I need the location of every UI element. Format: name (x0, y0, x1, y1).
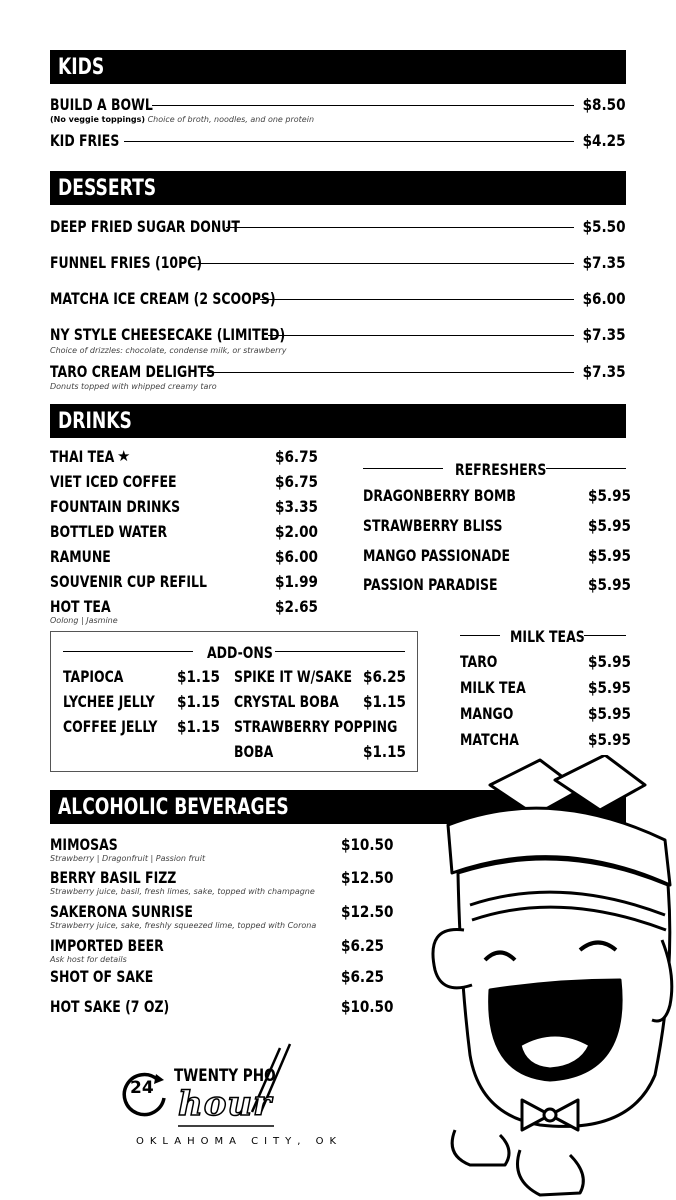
menu-item (50, 325, 626, 347)
desserts-title: DESSERTS (58, 176, 157, 201)
menu-item (50, 131, 626, 153)
alcohol-name: SHOT OF SAKE (50, 967, 154, 986)
drink-name: FOUNTAIN DRINKS (50, 497, 181, 516)
addon-price: $1.15 (177, 667, 221, 686)
item-price: $7.35 (582, 362, 626, 381)
item-price: $4.25 (582, 131, 626, 150)
alcohol-name: HOT SAKE (7 OZ) (50, 997, 170, 1016)
drink-price: $1.99 (275, 572, 319, 591)
drink-price: $3.35 (275, 497, 319, 516)
alcohol-name: IMPORTED BEER (50, 936, 164, 955)
menu-item (50, 217, 626, 239)
item-name: DEEP FRIED SUGAR DONUT (50, 217, 240, 236)
leader-line (190, 263, 574, 264)
note-bold: (No veggie toppings) (50, 115, 146, 124)
milktea-price: $5.95 (588, 652, 632, 671)
item-note: Strawberry | Dragonfruit | Passion fruit (50, 854, 206, 863)
addon-price: $1.15 (177, 717, 221, 736)
addon-price: $6.25 (363, 667, 407, 686)
leader-line (226, 227, 574, 228)
item-price: $6.00 (582, 289, 626, 308)
star-icon: ★ (117, 447, 131, 465)
addon-name: TAPIOCA (63, 667, 124, 686)
item-price: $8.50 (582, 95, 626, 114)
menu-item (50, 289, 626, 311)
drink-name: THAI TEA (50, 447, 115, 466)
addon-name: SPIKE IT W/SAKE (234, 667, 352, 686)
leader-line (124, 141, 574, 142)
alcohol-price: $10.50 (341, 997, 394, 1016)
alcohol-price: $12.50 (341, 902, 394, 921)
drinks-section-header (50, 404, 626, 438)
milktea-name: MANGO (460, 704, 514, 723)
milktea-price: $5.95 (588, 730, 632, 749)
logo-line2: hour (178, 1084, 273, 1124)
drink-name: VIET ICED COFFEE (50, 472, 177, 491)
item-note: Ask host for details (50, 955, 127, 964)
drink-name: HOT TEA (50, 597, 111, 616)
addons-title: ADD-ONS (207, 643, 273, 662)
mascot-cup-icon (430, 755, 676, 1200)
item-note: Strawberry juice, sake, freshly squeezed lime, topped with Corona (50, 921, 317, 930)
item-price: $7.35 (582, 253, 626, 272)
drinks-title: DRINKS (58, 409, 132, 434)
logo-line1: TWENTY PHO (174, 1066, 276, 1086)
note-text: Choice of broth, noodles, and one protein (147, 115, 315, 124)
item-name: MATCHA ICE CREAM (2 SCOOPS) (50, 289, 276, 308)
leader-line (260, 299, 574, 300)
milktea-name: MILK TEA (460, 678, 526, 697)
refresher-price: $5.95 (588, 516, 632, 535)
item-price: $5.50 (582, 217, 626, 236)
kids-section-header (50, 50, 626, 84)
item-name: BUILD A BOWL (50, 95, 153, 114)
item-name: NY STYLE CHEESECAKE (LIMITED) (50, 325, 286, 344)
milktea-price: $5.95 (588, 678, 632, 697)
item-price: $7.35 (582, 325, 626, 344)
item-name: FUNNEL FRIES (10PC) (50, 253, 203, 272)
mascot-illustration (430, 755, 676, 1200)
item-note (50, 115, 314, 124)
alcohol-price: $6.25 (341, 967, 385, 986)
refreshers-title: REFRESHERS (455, 460, 547, 479)
menu-item (50, 95, 626, 117)
arrow-icon (154, 1074, 164, 1084)
milkteas-line-right (584, 635, 626, 636)
drink-price: $6.00 (275, 547, 319, 566)
item-name: KID FRIES (50, 131, 120, 150)
drink-price: $6.75 (275, 472, 319, 491)
addon-name: COFFEE JELLY (63, 717, 158, 736)
refresher-price: $5.95 (588, 486, 632, 505)
menu-item (50, 362, 626, 384)
alcohol-name: MIMOSAS (50, 835, 118, 854)
logo-number: 24 (130, 1078, 154, 1098)
drink-price: $6.75 (275, 447, 319, 466)
drink-price: $2.00 (275, 522, 319, 541)
brand-logo (120, 1038, 343, 1158)
refresher-price: $5.95 (588, 575, 632, 594)
addon-name-line2: BOBA (234, 742, 274, 761)
alcohol-price: $10.50 (341, 835, 394, 854)
milktea-price: $5.95 (588, 704, 632, 723)
addon-price: $1.15 (363, 692, 407, 711)
kids-title: KIDS (58, 55, 105, 80)
desserts-section-header (50, 171, 626, 205)
menu-item (50, 253, 626, 275)
addon-name: CRYSTAL BOBA (234, 692, 339, 711)
drink-name: SOUVENIR CUP REFILL (50, 572, 207, 591)
milktea-name: TARO (460, 652, 498, 671)
milktea-name: MATCHA (460, 730, 519, 749)
leader-line (202, 372, 574, 373)
item-note: Oolong | Jasmine (50, 616, 118, 625)
refresher-name: MANGO PASSIONADE (363, 546, 511, 565)
refreshers-line-left (363, 468, 443, 469)
alcohol-price: $6.25 (341, 936, 385, 955)
addon-name: STRAWBERRY POPPING (234, 717, 398, 736)
addons-line-left (63, 651, 193, 652)
alcohol-name: SAKERONA SUNRISE (50, 902, 193, 921)
refresher-price: $5.95 (588, 546, 632, 565)
leader-line (268, 335, 574, 336)
alcohol-price: $12.50 (341, 868, 394, 887)
refresher-name: DRAGONBERRY BOMB (363, 486, 516, 505)
alcohol-name: BERRY BASIL FIZZ (50, 868, 177, 887)
drink-price: $2.65 (275, 597, 319, 616)
addon-name: LYCHEE JELLY (63, 692, 155, 711)
addons-line-right (275, 651, 405, 652)
addon-price: $1.15 (363, 742, 407, 761)
refresher-name: PASSION PARADISE (363, 575, 498, 594)
item-note: Strawberry juice, basil, fresh limes, sake, topped with champagne (50, 887, 315, 896)
drink-name: RAMUNE (50, 547, 111, 566)
milkteas-title: MILK TEAS (510, 627, 585, 646)
item-name: TARO CREAM DELIGHTS (50, 362, 216, 381)
item-note: Donuts topped with whipped creamy taro (50, 382, 217, 391)
logo-location: OKLAHOMA CITY, OK (136, 1136, 343, 1147)
item-note: Choice of drizzles: chocolate, condense milk, or strawberry (50, 346, 287, 355)
milkteas-line-left (460, 635, 500, 636)
alcohol-title: ALCOHOLIC BEVERAGES (58, 795, 289, 820)
addon-price: $1.15 (177, 692, 221, 711)
leader-line (152, 105, 574, 106)
refreshers-line-right (546, 468, 626, 469)
refresher-name: STRAWBERRY BLISS (363, 516, 503, 535)
drink-name: BOTTLED WATER (50, 522, 168, 541)
